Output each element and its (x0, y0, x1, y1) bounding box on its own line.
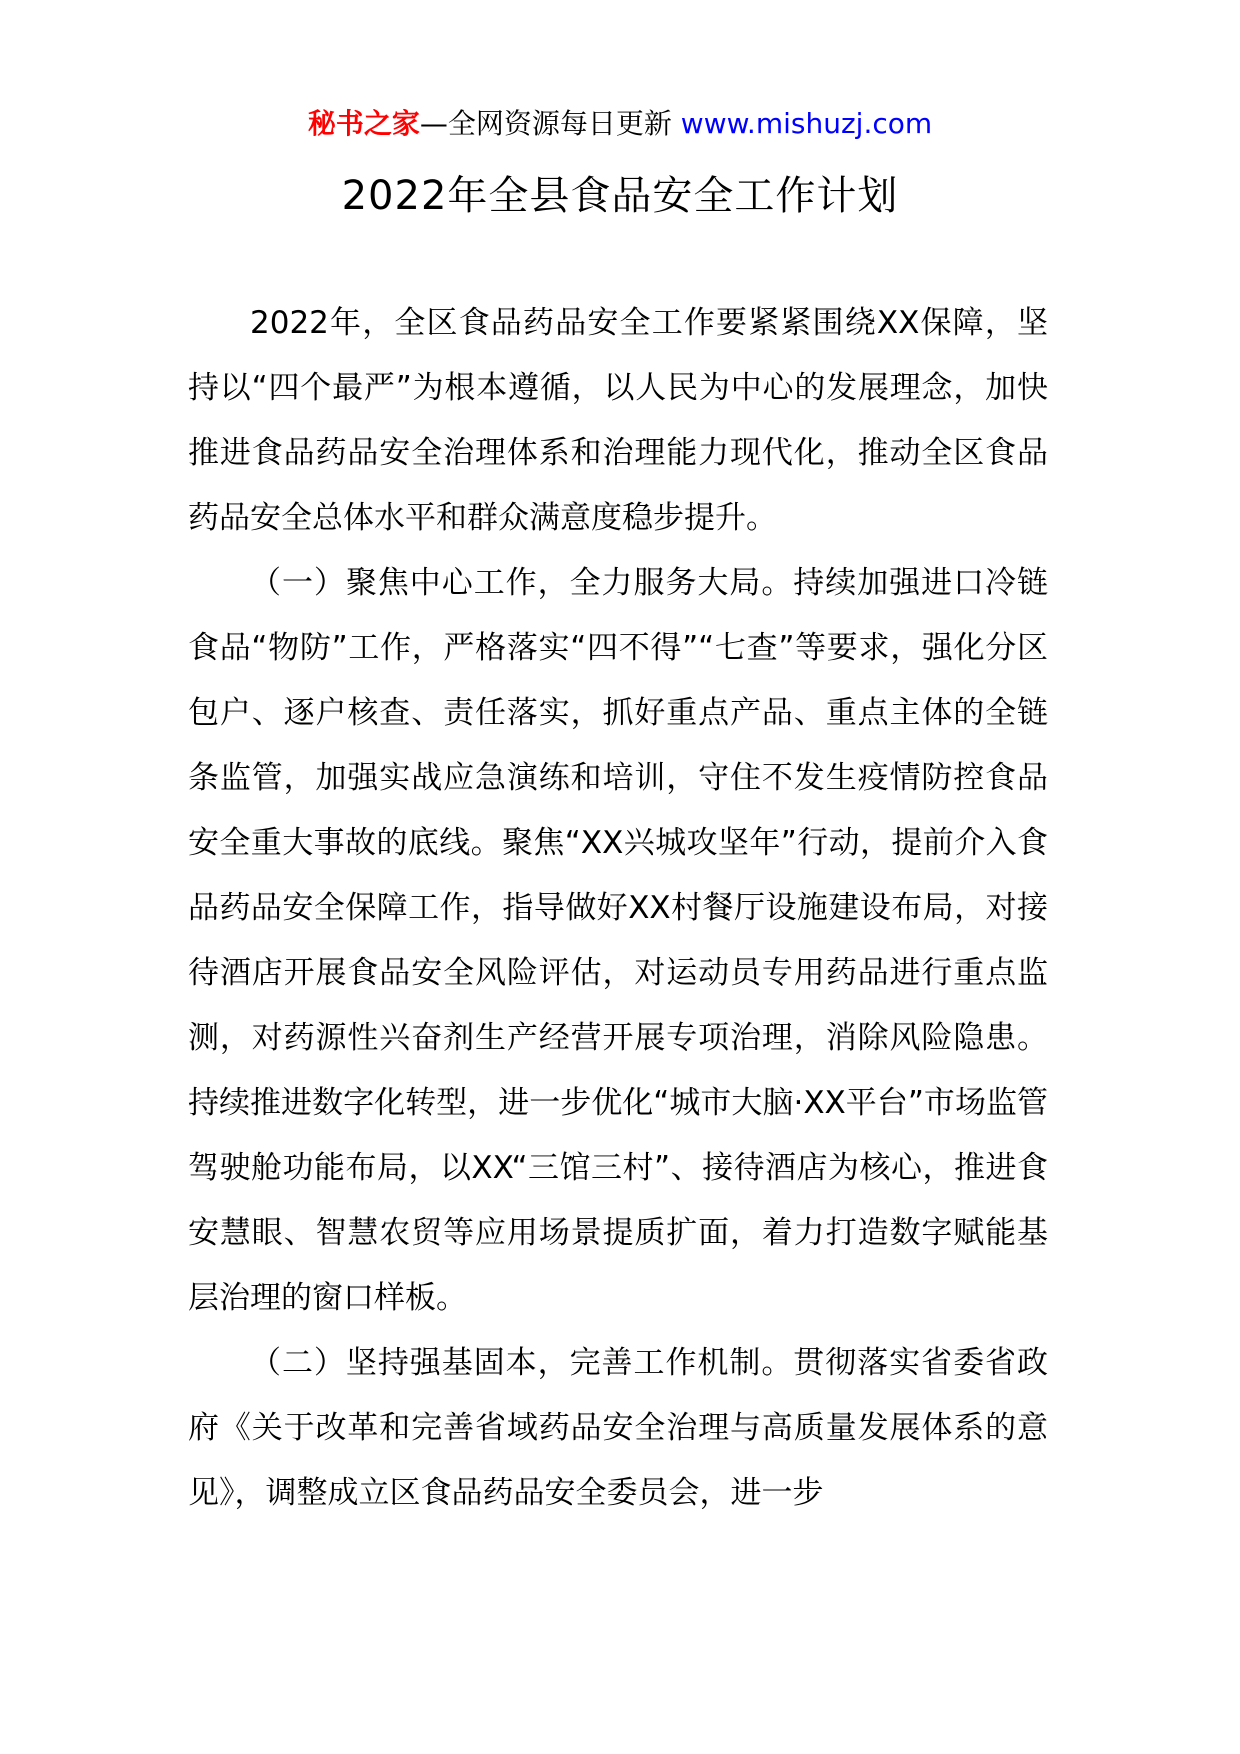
site-slogan: —全网资源每日更新 (419, 107, 672, 140)
site-header (0, 104, 1240, 144)
intro-paragraph: 2022年，全区食品药品安全工作要紧紧围绕XX保障，坚持以“四个最严”为根本遵循，以人民为中心的发展理念，加快推进食品药品安全治理体系和治理能力现代化，推动全区食品药品安全总体水平和群众满意度稳步提升。 (188, 305, 1048, 536)
site-url-link[interactable]: www.mishuzj.com (680, 107, 933, 140)
document-body (188, 291, 1048, 1526)
section-one-paragraph: （一）聚焦中心工作，全力服务大局。持续加强进口冷链食品“物防”工作，严格落实“四不得”“七查”等要求，强化分区包户、逐户核查、责任落实，抓好重点产品、重点主体的全链条监管，加强实战应急演练和培训，守住不发生疫情防控食品安全重大事故的底线。聚焦“XX兴城攻坚年”行动，提前介入食品药品安全保障工作，指导做好XX村餐厅设施建设布局，对接待酒店开展食品安全风险评估，对运动员专用药品进行重点监测，对药源性兴奋剂生产经营开展专项治理，消除风险隐患。持续推进数字化转型，进一步优化“城市大脑·XX平台”市场监管驾驶舱功能布局，以XX“三馆三村”、接待酒店为核心，推进食安慧眼、智慧农贸等应用场景提质扩面，着力打造数字赋能基层治理的窗口样板。 (188, 565, 1048, 1316)
document-title: 2022年全县食品安全工作计划 (341, 173, 899, 219)
section-two-paragraph: （二）坚持强基固本，完善工作机制。贯彻落实省委省政府《关于改革和完善省域药品安全治理与高质量发展体系的意见》，调整成立区食品药品安全委员会，进一步 (188, 1345, 1048, 1511)
site-brand: 秘书之家 (307, 107, 420, 140)
